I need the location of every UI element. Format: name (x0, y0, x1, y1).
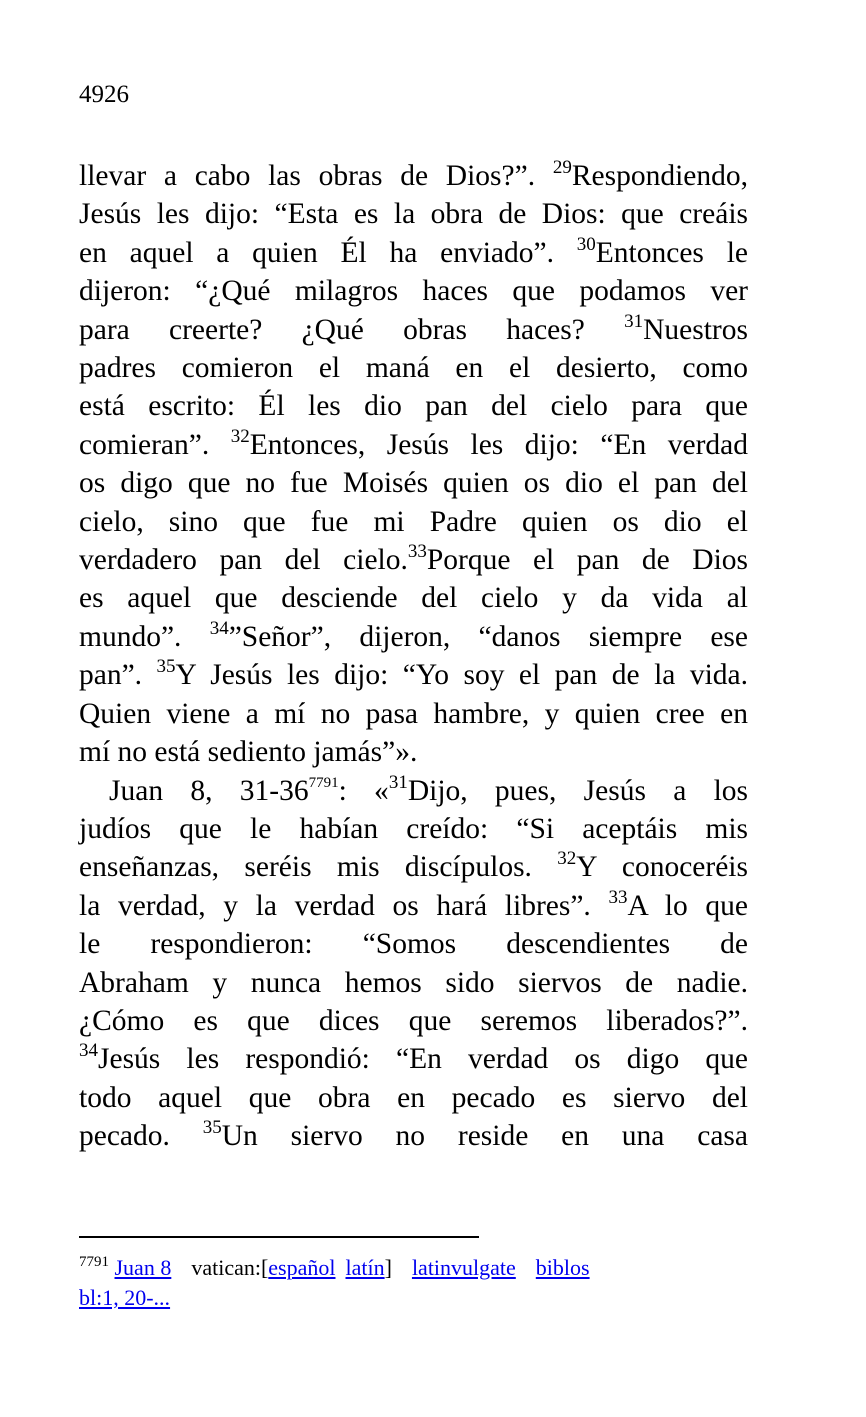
text-line: judíos que le habían creído: “Si aceptáis mis (79, 812, 748, 845)
paragraph-john-6 (79, 157, 748, 772)
footnote-divider (79, 1236, 479, 1238)
text-line: padres comieron el maná en el desierto, como (79, 352, 748, 385)
text-line: la verdad, y la verdad os hará libres”. $^{33}$A lo que (79, 886, 748, 922)
text-line: está escrito: Él les dio pan del cielo para que (79, 390, 748, 423)
body-text (79, 157, 748, 1156)
link-bl[interactable]: bl:1, 20-... (79, 1285, 171, 1310)
text-line: para creerte? ¿Qué obras haces? $^{31}$Nuestros (79, 310, 748, 346)
text-line: en aquel a quien Él ha enviado”. $^{30}$Entonces le (79, 233, 748, 269)
footnote-number: 7791 (79, 1254, 109, 1270)
verse-number: 35 (202, 1117, 222, 1139)
link-espanol[interactable]: español (268, 1255, 336, 1280)
text-line: todo aquel que obra en pecado es siervo del (79, 1081, 748, 1114)
verse-number: 31 (388, 771, 408, 793)
text-line: mundo”. $^{34}$”Señor”, dijeron, “danos siempre ese (79, 617, 749, 653)
paragraph-john-8 (79, 772, 748, 1156)
text-line: cielo, sino que fue mi Padre quien os dio el (79, 505, 748, 538)
text-line: comieran”. $^{32}$Entonces, Jesús les dijo: “En verdad (79, 425, 748, 461)
page-number: 4926 (79, 81, 129, 108)
link-juan-8[interactable]: Juan 8 (114, 1255, 172, 1280)
text-line: Jesús les dijo: “Esta es la obra de Dios: que creáis (79, 198, 748, 231)
vatican-label: vatican:[ (191, 1255, 269, 1280)
text-line: Quien viene a mí no pasa hambre, y quien cree en (79, 697, 748, 730)
text-line: dijeron: “¿Qué milagros haces que podamos ver (79, 275, 748, 308)
text-line: es aquel que desciende del cielo y da vida al (79, 582, 748, 615)
verse-number: 31 (624, 310, 644, 332)
text-line: ¿Cómo es que dices que seremos liberados?”. (79, 1004, 748, 1037)
verse-number: 35 (156, 656, 176, 678)
verse-number: 33 (407, 541, 427, 563)
text-line: os digo que no fue Moisés quien os dio el pan del (79, 467, 748, 500)
link-biblos[interactable]: biblos (535, 1255, 590, 1280)
verse-number: 32 (557, 848, 577, 870)
text-line: Juan 8, 31-36$^{7791}$: «$^{31}$Dijo, pues, Jesús a los (109, 771, 748, 807)
text-line: pecado. $^{35}$Un siervo no reside en una casa (79, 1117, 748, 1153)
text-line: verdadero pan del cielo.$^{33}$Porque el pan de Dios (79, 541, 749, 577)
text-line: pan”. $^{35}$Y Jesús les dijo: “Yo soy el pan de la vida. (79, 656, 748, 692)
text-line: llevar a cabo las obras de Dios?”. $^{29}$Respondiendo, (79, 157, 748, 192)
text-line: $^{34}$Jesús les respondió: “En verdad os digo que (79, 1040, 748, 1076)
link-latin[interactable]: latín (345, 1255, 385, 1280)
footnote (79, 1253, 759, 1313)
verse-number: 30 (576, 233, 596, 255)
verse-number: 34 (79, 1040, 98, 1062)
text-line: Abraham y nunca hemos sido siervos de nadie. (79, 966, 748, 999)
verse-number: 32 (230, 425, 250, 447)
text-line: mí no está sediento jamás”». (79, 736, 418, 769)
link-latinvulgate[interactable]: latinvulgate (411, 1255, 516, 1280)
text-line: le respondieron: “Somos descendientes de (79, 928, 748, 961)
verse-number: 34 (209, 617, 229, 639)
footnote-reference[interactable]: 7791 (308, 774, 339, 791)
bracket-close: ] (384, 1255, 392, 1280)
verse-number: 29 (552, 157, 572, 178)
verse-number: 33 (608, 886, 628, 908)
text-line: enseñanzas, seréis mis discípulos. $^{32}$Y conoceréis (79, 848, 748, 884)
